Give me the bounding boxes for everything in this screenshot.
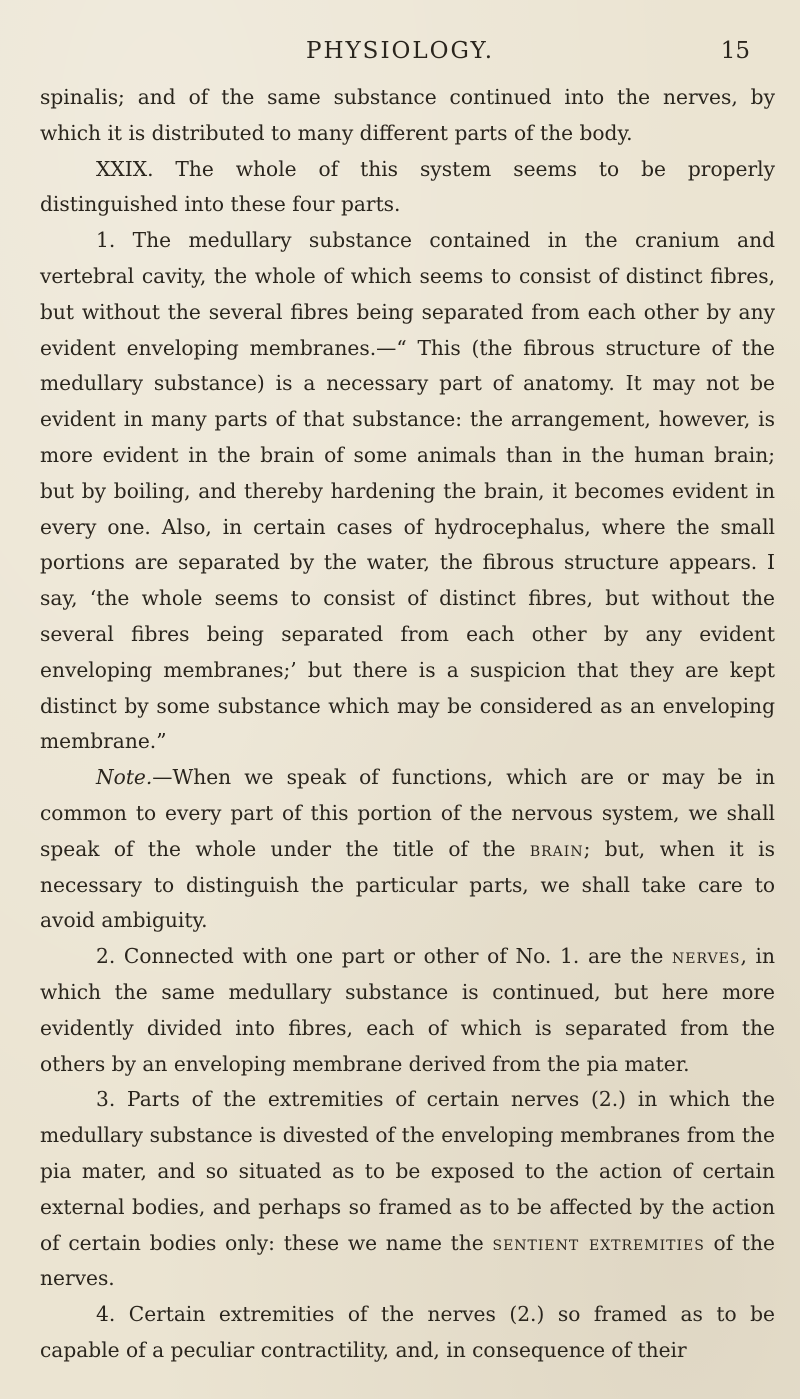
paragraph-item-3 (40, 1082, 775, 1297)
paragraph-text: , in which the same medullary substance is continued, but here more evidently divided into fibres, each of which is separated from the others by an enveloping membrane derived from the pia mater. (40, 944, 775, 1076)
page-header (0, 34, 800, 70)
paragraph-text: of the nerves. (40, 1230, 775, 1291)
paragraph-text: 4. Certain extremities of the nerves (2.) so framed as to be capable of a peculiar contractility, and, in consequence of their (40, 1302, 775, 1362)
paragraph-text: XXIX. The whole of this system seems to be properly distinguished into these four parts. (40, 156, 775, 217)
paragraph-text: ; but, when it is necessary to distinguish the particular parts, we shall take care to avoid ambiguity. (40, 836, 775, 933)
smallcaps-term: brain (529, 836, 584, 861)
paragraph-text: 3. Parts of the extremities of certain nerves (2.) in which the medullary substance is divested of the enveloping membranes from the pia mater, and so situated as to be exposed to the action of certain external bodies, and perhaps so framed as to be affected by the action of certain bodies only: these we name the (40, 1087, 775, 1255)
smallcaps-term: nerves (672, 944, 741, 969)
paragraph-item-1 (40, 223, 775, 760)
paragraph-item-2 (40, 939, 775, 1082)
paragraph-continuation (40, 80, 775, 152)
page-number: 15 (720, 38, 750, 64)
body-text (40, 80, 775, 1369)
smallcaps-term: sentient extremities (492, 1230, 705, 1255)
paragraph-text: 1. The medullary substance contained in the cranium and vertebral cavity, the whole of which seems to consist of distinct fibres, but without the several fibres being separated from each other by any evident enveloping membranes.—“ This (the fibrous structure of the medullary substance) is a necessary part of anatomy. It may not be evident in many parts of that substance: the arrangement, however, is more evident in the brain of some animals than in the human brain; but by boiling, and thereby hardening the brain, it becomes evident in every one. Also, in certain cases of hydrocephalus, where the small portions are separated by the water, the fibrous structure appears. I say, ‘the whole seems to consist of distinct fibres, but without the several fibres being separated from each other by any evident enveloping membranes;’ but there is a suspicion that they are kept distinct by some substance which may be considered as an enveloping membrane.” (40, 228, 775, 754)
note-label: Note. (96, 765, 153, 790)
paragraph-text: 2. Connected with one part or other of No. 1. are the (96, 944, 672, 969)
paragraph-text: —When we speak of functions, which are or may be in common to every part of this portion of the nervous system, we shall speak of the whole under the title of the (40, 765, 775, 861)
running-head: PHYSIOLOGY. (305, 38, 495, 64)
paragraph-section-xxix (40, 152, 775, 224)
paragraph-note (40, 760, 775, 939)
paragraph-text: spinalis; and of the same substance continued into the nerves, by which it is distributed to many different parts of the body. (40, 85, 775, 145)
paragraph-item-4 (40, 1297, 775, 1369)
